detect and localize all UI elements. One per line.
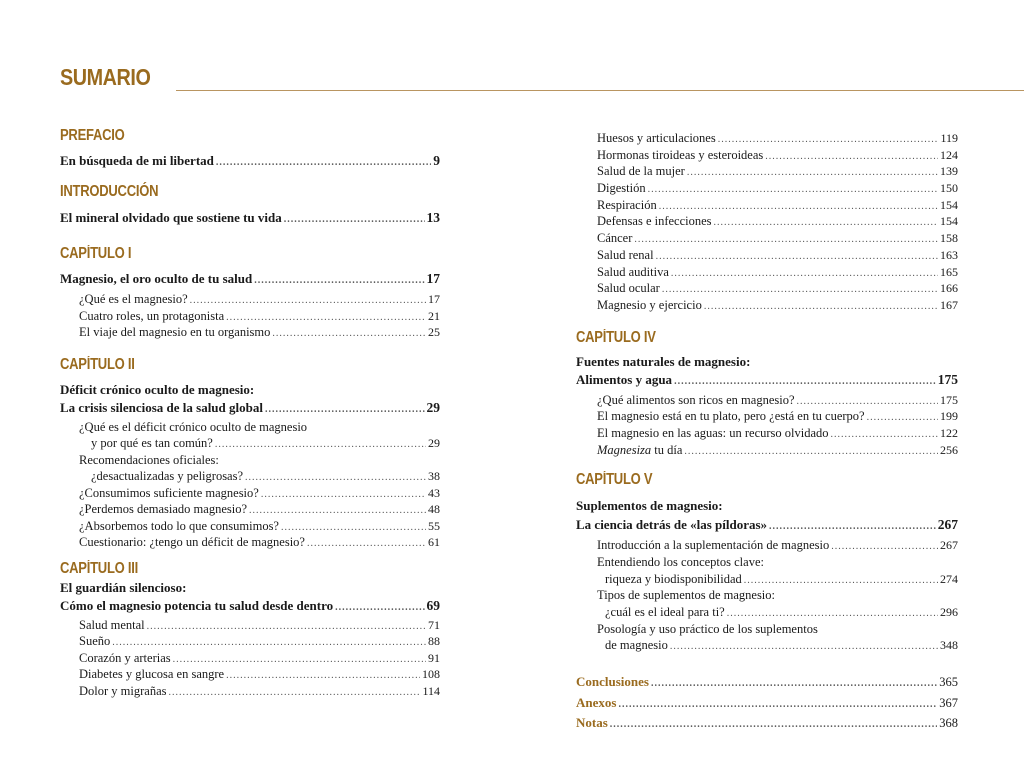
toc-subentry-title: de magnesio (605, 638, 668, 653)
toc-entry[interactable] (576, 371, 958, 389)
section-heading-capitulo-5: CAPÍTULO V (576, 471, 653, 489)
toc-subentry-title: El magnesio está en tu plato, pero ¿está en tu cuerpo? (597, 409, 865, 424)
toc-end-entry[interactable] (576, 693, 958, 714)
toc-subentry-page: 119 (940, 131, 958, 145)
toc-subentry-page: 167 (940, 297, 958, 312)
toc-subentry[interactable] (60, 435, 440, 452)
toc-subentry-title: ¿desactualizadas y peligrosas? (91, 469, 244, 483)
toc-subentry[interactable] (576, 197, 958, 214)
toc-subentry[interactable] (60, 683, 440, 700)
toc-subentry-title: Salud renal (597, 247, 654, 262)
dot-leader (714, 215, 938, 232)
dot-leader (215, 437, 426, 454)
page-title: SUMARIO (60, 64, 151, 90)
toc-subentry-title: El viaje del magnesio en tu organismo (79, 325, 271, 339)
toc-subentry-page: 199 (940, 409, 958, 424)
dot-leader (168, 685, 420, 702)
toc-subentry[interactable] (60, 534, 440, 551)
toc-subentry[interactable] (60, 324, 440, 341)
section-heading-capitulo-1: CAPÍTULO I (60, 245, 132, 262)
toc-entry-title: La crisis silenciosa de la salud global (60, 399, 263, 415)
toc-entry[interactable] (60, 399, 440, 417)
toc-subentry[interactable] (60, 308, 440, 325)
toc-end-entry-page: 368 (939, 716, 958, 731)
toc-subentry-title: ¿Qué es el magnesio? (79, 292, 188, 306)
toc-subentry[interactable] (576, 442, 958, 459)
toc-subentry-title: Salud de la mujer (597, 164, 685, 179)
toc-subentry[interactable] (60, 468, 440, 485)
toc-subentry-title: ¿Consumimos suficiente magnesio? (79, 485, 259, 500)
toc-subentry[interactable] (576, 425, 958, 442)
toc-subentry[interactable] (576, 280, 958, 297)
toc-subentry-page: 48 (428, 502, 440, 516)
toc-subentry[interactable] (60, 650, 440, 667)
toc-subentry-page: 274 (940, 571, 958, 586)
dot-leader (687, 165, 938, 182)
toc-entry-title: La ciencia detrás de «las píldoras» (576, 517, 768, 533)
toc-subentry-title: Introducción a la suplementación de magnesio (597, 538, 830, 553)
dot-leader (147, 619, 426, 636)
toc-end-entry[interactable] (576, 713, 958, 734)
toc-subentry-page: 256 (940, 442, 958, 457)
toc-entry-title-line: Suplementos de magnesio: (576, 498, 723, 514)
dot-leader (226, 668, 420, 685)
dot-leader (272, 326, 426, 343)
section-heading-prefacio: PREFACIO (60, 127, 125, 144)
dot-leader (684, 444, 938, 461)
toc-subentry-page: 122 (940, 425, 958, 440)
toc-subentry-title: Sueño (79, 634, 111, 648)
dot-leader (261, 487, 426, 504)
toc-subentry[interactable] (60, 291, 440, 308)
toc-entry-title: En búsqueda de mi libertad (60, 153, 214, 168)
dot-leader (284, 211, 425, 229)
toc-entry-title: El mineral olvidado que sostiene tu vida (60, 210, 282, 225)
toc-subentry-title (597, 442, 682, 459)
title-divider (176, 90, 1024, 91)
toc-subentry-page: 348 (940, 638, 958, 653)
section-heading-capitulo-4: CAPÍTULO IV (576, 328, 656, 346)
toc-subentry-page: 21 (428, 308, 440, 323)
toc-subentry-page: 17 (428, 292, 440, 306)
dot-leader (618, 695, 937, 716)
toc-subentry-title: ¿Perdemos demasiado magnesio? (79, 502, 248, 516)
toc-subentry-title: Cáncer (597, 231, 633, 246)
dot-leader (831, 539, 938, 556)
toc-subentry-page: 29 (428, 436, 440, 450)
toc-subentry-page: 267 (940, 538, 958, 553)
toc-subentry[interactable] (576, 537, 958, 554)
toc-subentry[interactable] (576, 297, 958, 314)
toc-entry-page: 175 (937, 371, 958, 387)
toc-subentry-title: Magnesio y ejercicio (597, 297, 702, 312)
toc-subentry-title: Respiración (597, 197, 657, 212)
toc-subentry-page: 139 (940, 164, 958, 179)
toc-subentry-title: Salud auditiva (597, 264, 669, 279)
toc-entry[interactable] (60, 209, 440, 227)
toc-subentry[interactable] (576, 180, 958, 197)
toc-subentry[interactable] (60, 485, 440, 502)
toc-end-entry-title: Notas (576, 715, 608, 731)
toc-subentry[interactable] (60, 501, 440, 518)
toc-subentry-title: Salud mental (79, 617, 145, 632)
toc-subentry-page: 55 (428, 518, 440, 533)
toc-subentry[interactable] (576, 264, 958, 281)
toc-end-entry[interactable] (576, 672, 958, 693)
dot-leader (671, 266, 938, 283)
toc-subentry[interactable] (60, 518, 440, 535)
toc-subentry-title-line: ¿Qué es el déficit crónico oculto de magnesio (79, 419, 308, 434)
toc-subentry-page: 158 (940, 231, 958, 246)
toc-entry-page: 9 (433, 153, 440, 168)
toc-entry[interactable] (60, 597, 440, 615)
toc-subentry-title-rest: tu día (651, 442, 683, 457)
dot-leader (867, 410, 938, 427)
toc-subentry[interactable] (576, 571, 958, 588)
toc-subentry[interactable] (576, 230, 958, 247)
toc-end-entry-title: Conclusiones (576, 674, 649, 690)
toc-subentry-title: ¿Qué alimentos son ricos en magnesio? (597, 392, 795, 407)
dot-leader (648, 182, 938, 199)
toc-subentry-page: 91 (428, 650, 440, 665)
toc-subentry-page: 88 (428, 634, 440, 648)
dot-leader (769, 518, 936, 536)
toc-subentry-page: 150 (940, 181, 958, 196)
toc-entry-title-line: El guardián silencioso: (60, 579, 187, 595)
toc-subentry-page: 175 (940, 392, 958, 407)
toc-subentry-page: 108 (422, 667, 440, 681)
toc-entry-page: 267 (937, 517, 958, 533)
toc-subentry-page: 38 (428, 469, 440, 483)
toc-subentry-title: El magnesio en las aguas: un recurso olvidado (597, 425, 829, 440)
dot-leader (335, 599, 424, 617)
toc-subentry[interactable] (576, 247, 958, 264)
dot-leader (651, 674, 937, 695)
toc-subentry-title-emphasis: Magnesiza (597, 442, 652, 457)
toc-entry-title: Cómo el magnesio potencia tu salud desde dentro (60, 597, 334, 613)
toc-subentry-title: ¿cuál es el ideal para ti? (605, 605, 725, 620)
toc-subentry[interactable] (576, 213, 958, 230)
toc-subentry-page: 165 (940, 264, 958, 279)
toc-subentry[interactable] (576, 637, 958, 654)
toc-entry-page: 17 (426, 271, 440, 286)
toc-subentry[interactable] (576, 392, 958, 409)
toc-subentry-title: Corazón y arterias (79, 650, 171, 665)
toc-subentry-title: Digestión (597, 181, 646, 196)
toc-subentry-page: 114 (422, 683, 440, 698)
toc-end-entry-title: Anexos (576, 694, 617, 710)
toc-entry-title: Alimentos y agua (576, 371, 673, 387)
toc-subentry-title-line: Posología y uso práctico de los suplementos (597, 621, 818, 636)
toc-subentry[interactable] (60, 666, 440, 683)
dot-leader (662, 282, 938, 299)
toc-subentry-page: 154 (940, 197, 958, 212)
toc-subentry[interactable] (576, 604, 958, 621)
section-heading-capitulo-2: CAPÍTULO II (60, 355, 135, 373)
toc-entry[interactable] (576, 516, 958, 534)
toc-subentry-title: Dolor y migrañas (79, 683, 167, 698)
dot-leader (656, 249, 938, 266)
toc-entry[interactable] (60, 270, 440, 288)
toc-entry-page: 29 (426, 399, 440, 415)
toc-subentry-page: 43 (428, 485, 440, 500)
dot-leader (307, 536, 426, 553)
toc-subentry-title: Cuestionario: ¿tengo un déficit de magnesio? (79, 535, 305, 549)
toc-subentry-title: ¿Absorbemos todo lo que consumimos? (79, 518, 279, 533)
dot-leader (216, 154, 431, 172)
section-heading-introduccion: INTRODUCCIÓN (60, 183, 159, 200)
toc-entry-title-line: Fuentes naturales de magnesio: (576, 353, 751, 369)
toc-entry-title-line: Déficit crónico oculto de magnesio: (60, 381, 255, 397)
toc-subentry-title: Hormonas tiroideas y esteroideas (597, 147, 764, 162)
toc-subentry-title: Huesos y articulaciones (597, 131, 716, 145)
dot-leader (634, 232, 938, 249)
toc-right-column (576, 130, 958, 734)
toc-subentry-title-line: Entendiendo los conceptos clave: (597, 555, 764, 569)
dot-leader (254, 272, 424, 290)
toc-end-entry-page: 365 (939, 675, 958, 690)
dot-leader (674, 373, 936, 391)
toc-entry[interactable] (60, 152, 440, 170)
toc-subentry[interactable] (576, 163, 958, 180)
toc-end-entry-page: 367 (939, 695, 958, 710)
dot-leader (704, 299, 938, 316)
toc-subentry-page: 61 (428, 535, 440, 549)
toc-subentry-page: 166 (940, 281, 958, 296)
toc-subentry-page: 154 (940, 214, 958, 229)
dot-leader (190, 293, 426, 310)
toc-subentry-title: Salud ocular (597, 281, 660, 296)
dot-leader (765, 149, 938, 166)
toc-subentry[interactable] (576, 130, 958, 147)
toc-subentry-title: y por qué es tan común? (91, 436, 213, 450)
dot-leader (831, 427, 938, 444)
toc-subentry-title: Cuatro roles, un protagonista (79, 308, 225, 323)
toc-subentry-page: 124 (940, 147, 958, 162)
toc-subentry[interactable] (576, 147, 958, 164)
toc-subentry-title: Defensas e infecciones (597, 214, 712, 229)
dot-leader (670, 639, 938, 656)
toc-subentry[interactable] (576, 408, 958, 425)
toc-subentry-page: 71 (428, 617, 440, 632)
toc-entry-page: 13 (426, 210, 440, 225)
toc-subentry-title-line: Tipos de suplementos de magnesio: (597, 588, 776, 603)
dot-leader (265, 401, 425, 419)
toc-entry-page: 69 (426, 597, 440, 613)
toc-subentry-title: riqueza y biodisponibilidad (605, 571, 742, 586)
toc-subentry-page: 163 (940, 247, 958, 262)
toc-subentry-page: 296 (940, 605, 958, 620)
toc-subentry-title-line: Recomendaciones oficiales: (79, 452, 219, 467)
toc-subentry[interactable] (60, 617, 440, 634)
toc-entry-title: Magnesio, el oro oculto de tu salud (60, 271, 253, 286)
toc-subentry[interactable] (60, 633, 440, 650)
toc-subentry-page: 25 (428, 325, 440, 339)
dot-leader (245, 470, 426, 487)
toc-subentry-title: Diabetes y glucosa en sangre (79, 667, 225, 681)
dot-leader (610, 715, 937, 736)
section-heading-capitulo-3: CAPÍTULO III (60, 559, 138, 577)
toc-left-column (60, 126, 440, 699)
